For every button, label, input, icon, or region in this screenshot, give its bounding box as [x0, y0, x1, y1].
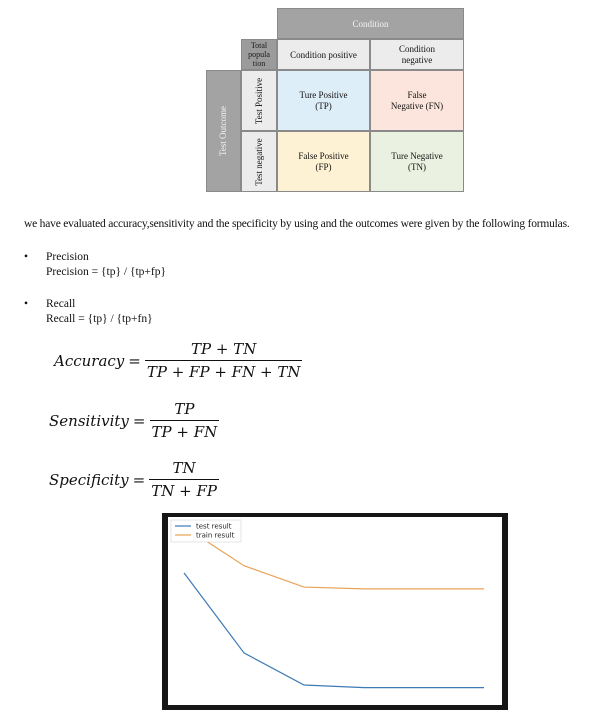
equation-lhs: Sensitivity — [49, 411, 129, 430]
bullet-marker: • — [24, 298, 29, 310]
fraction — [150, 400, 220, 441]
equals-sign: = — [132, 470, 146, 489]
sensitivity-equation — [49, 400, 219, 441]
equation-lhs: Accuracy — [54, 351, 125, 370]
condition-negative-header: Condition negative — [370, 39, 464, 70]
condition-header: Condition — [277, 8, 464, 39]
legend — [171, 520, 241, 542]
results-chart — [162, 513, 508, 710]
test-negative-label: Test negative — [254, 137, 265, 186]
legend-label: train result — [196, 531, 235, 540]
numerator: TP + TN — [190, 340, 257, 358]
bullet-title: Precision — [46, 251, 89, 263]
numerator: TN — [172, 459, 196, 477]
legend-label: test result — [196, 522, 232, 531]
line-chart-svg — [162, 513, 508, 710]
bullet-marker: • — [24, 251, 29, 263]
total-population-cell: Total popula tion — [241, 39, 277, 70]
intro-paragraph: we have evaluated accuracy,sensitivity and the specificity by using and the outcomes were given by the following formulas. — [24, 218, 570, 230]
denominator: TP + FN — [150, 420, 220, 441]
confusion-matrix — [206, 8, 464, 192]
equation-lhs: Specificity — [49, 470, 129, 489]
test-outcome-label: Test Outcome — [218, 105, 229, 157]
true-negative-cell: Ture Negative (TN) — [370, 131, 464, 192]
fraction — [149, 459, 219, 500]
test-outcome-header — [206, 70, 241, 192]
true-positive-cell: Ture Positive (TP) — [277, 70, 370, 131]
fraction — [145, 340, 303, 381]
plot-area — [168, 517, 502, 705]
specificity-equation — [49, 459, 219, 500]
bullet-title: Recall — [46, 298, 76, 310]
condition-positive-header: Condition positive — [277, 39, 370, 70]
false-negative-cell: False Negative (FN) — [370, 70, 464, 131]
bullet-formula: Recall = {tp} / {tp+fn} — [46, 313, 153, 325]
numerator: TP — [174, 400, 195, 418]
denominator: TP + FP + FN + TN — [145, 360, 303, 381]
bullet-formula: Precision = {tp} / {tp+fp} — [46, 266, 167, 278]
false-positive-cell: False Positive (FP) — [277, 131, 370, 192]
test-negative-header — [241, 131, 277, 192]
test-positive-label: Test Positive — [254, 77, 264, 124]
equals-sign: = — [128, 351, 141, 370]
denominator: TN + FP — [149, 479, 219, 500]
equals-sign: = — [132, 411, 146, 430]
test-positive-header — [241, 70, 277, 131]
accuracy-equation — [54, 340, 302, 381]
